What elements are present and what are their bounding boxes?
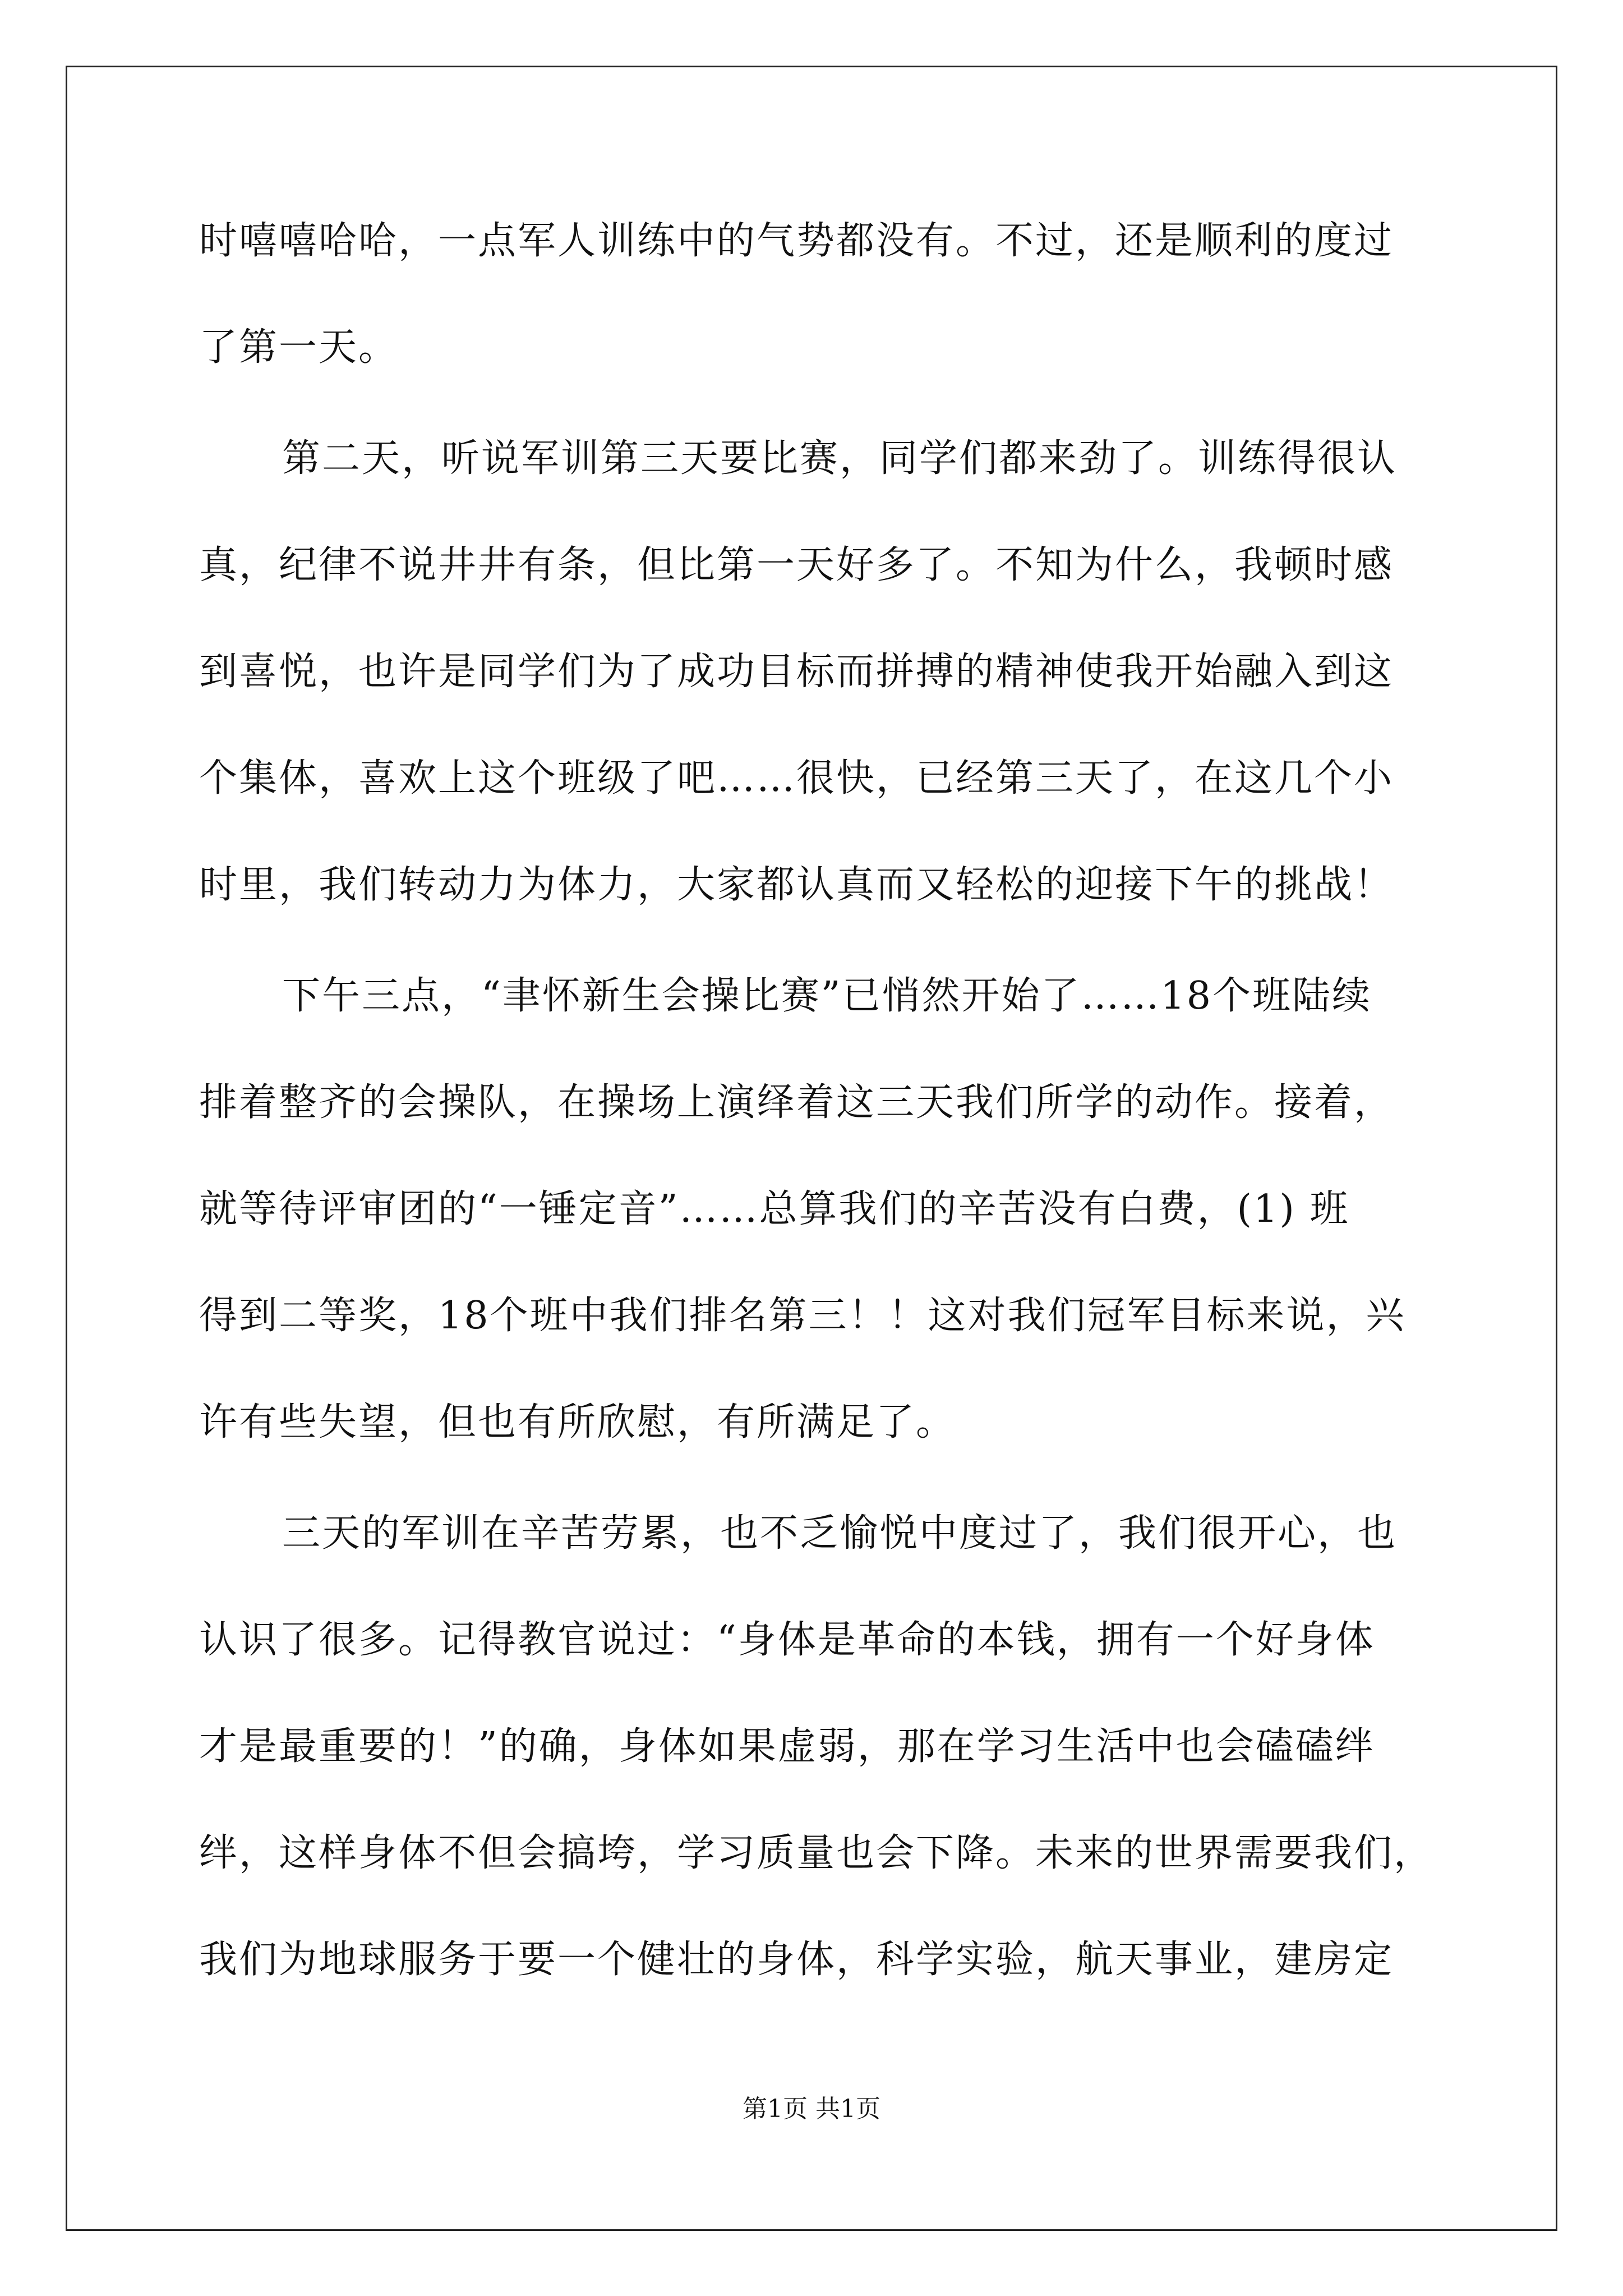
text-line: 就等待评审团的“一锤定音”……总算我们的辛苦没有白费，(1) 班 <box>199 1187 1350 1231</box>
text-line: 才是最重要的！”的确，身体如果虚弱，那在学习生活中也会磕磕绊 <box>199 1724 1375 1769</box>
text-line: 了第一天。 <box>199 325 399 370</box>
text-line: 得到二等奖，18个班中我们排名第三！！这对我们冠军目标来说，兴 <box>199 1294 1406 1338</box>
text-line: 许有些失望，但也有所欣慰，有所满足了。 <box>199 1400 956 1444</box>
paragraph-start-line: 下午三点，“聿怀新生会操比赛”已悄然开始了……18个班陆续 <box>282 974 1372 1018</box>
page-border <box>66 66 1557 2231</box>
text-line: 时里，我们转动力为体力，大家都认真而又轻松的迎接下午的挑战！ <box>199 863 1394 907</box>
text-line: 我们为地球服务于要一个健壮的身体，科学实验，航天事业，建房定 <box>199 1938 1394 1982</box>
text-line: 真，纪律不说井井有条，但比第一天好多了。不知为什么，我顿时感 <box>199 543 1394 587</box>
paragraph-start-line: 三天的军训在辛苦劳累，也不乏愉悦中度过了，我们很开心，也 <box>282 1511 1398 1556</box>
paragraph-start-line: 第二天，听说军训第三天要比赛，同学们都来劲了。训练得很认 <box>282 436 1398 481</box>
page-footer: 第1页 共1页 <box>743 2095 880 2123</box>
text-line: 时嘻嘻哈哈，一点军人训练中的气势都没有。不过，还是顺利的度过 <box>199 219 1394 263</box>
text-line: 到喜悦，也许是同学们为了成功目标而拼搏的精神使我开始融入到这 <box>199 650 1394 694</box>
text-line: 排着整齐的会操队，在操场上演绎着这三天我们所学的动作。接着， <box>199 1080 1394 1125</box>
text-line: 认识了很多。记得教官说过：“身体是革命的本钱，拥有一个好身体 <box>199 1618 1375 1662</box>
text-line: 绊，这样身体不但会搞垮，学习质量也会下降。未来的世界需要我们， <box>199 1831 1434 1875</box>
text-line: 个集体，喜欢上这个班级了吧……很快，已经第三天了，在这几个小 <box>199 756 1394 800</box>
